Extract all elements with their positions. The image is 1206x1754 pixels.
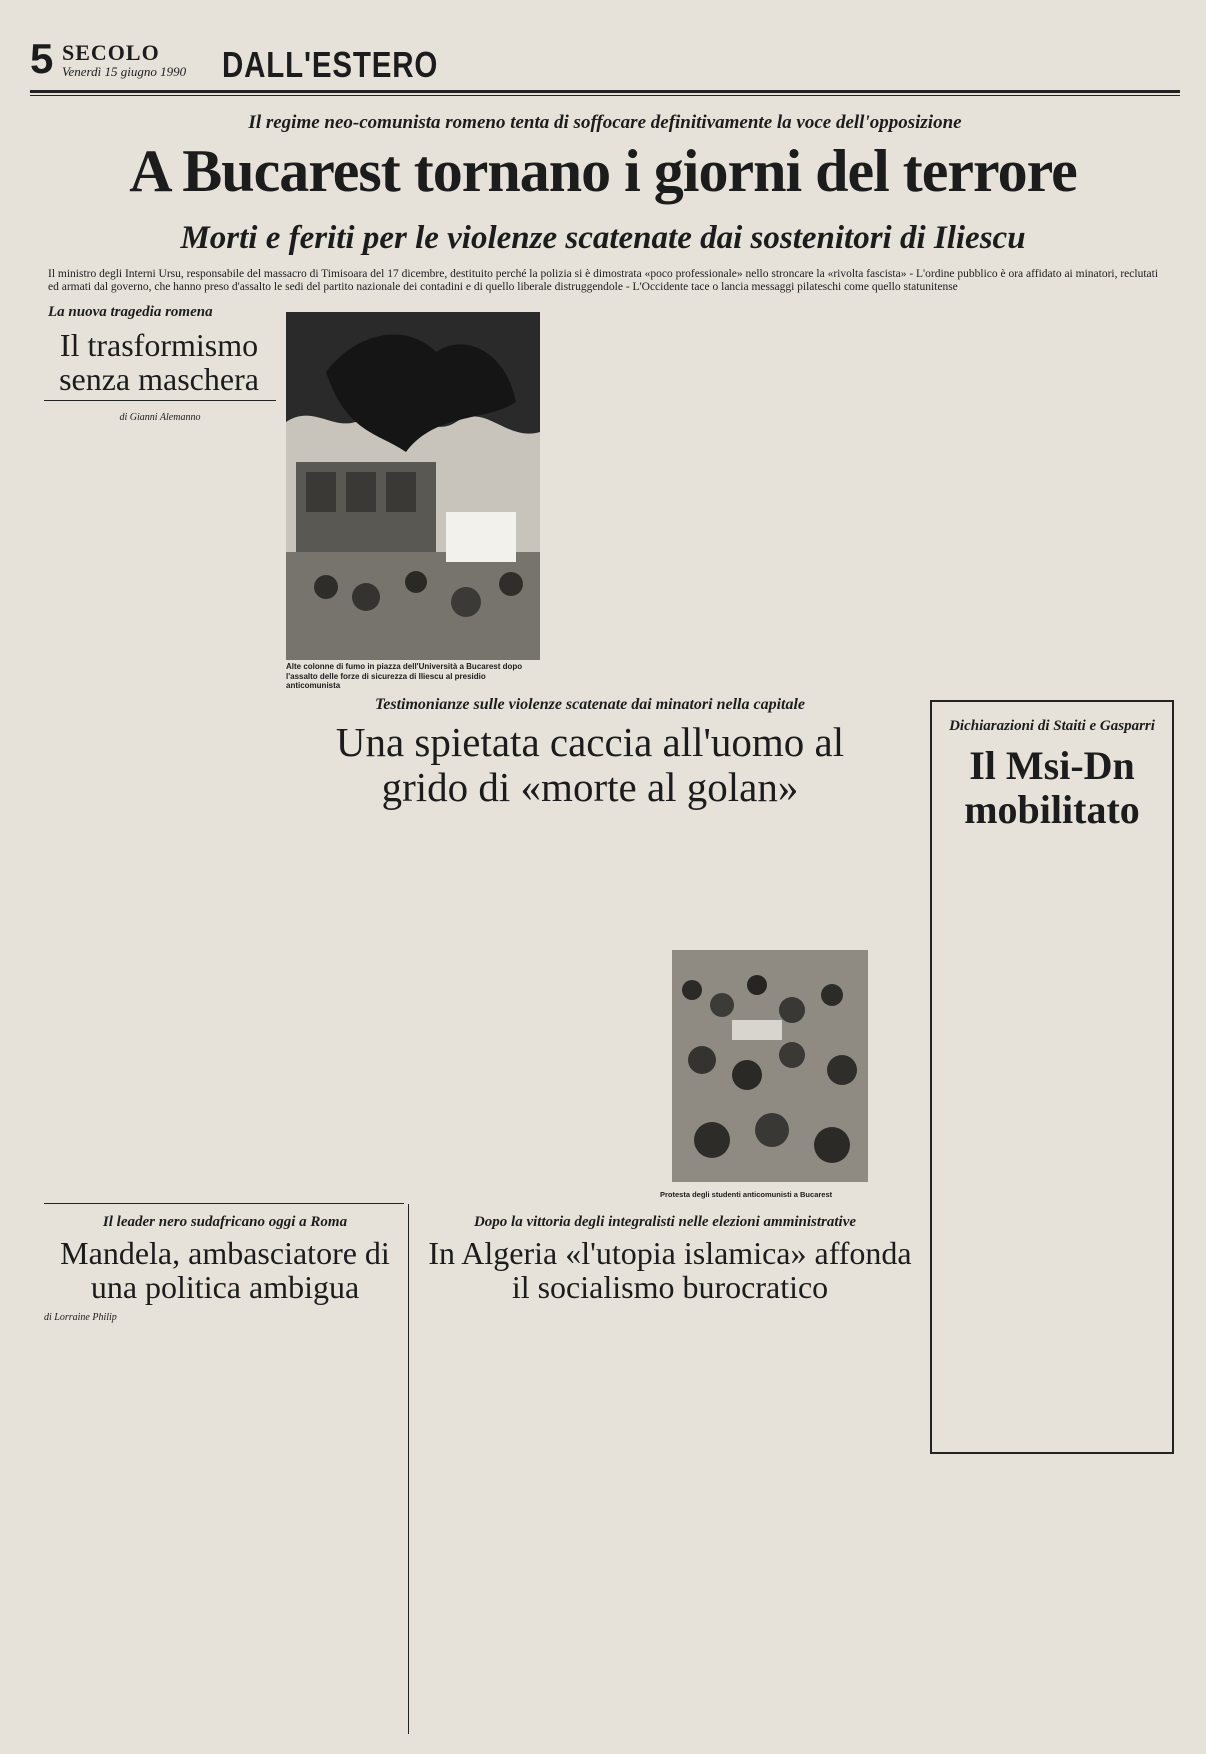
fire-smoke-image — [286, 312, 540, 660]
masthead-rule — [30, 90, 1180, 93]
issue-date: Venerdì 15 giugno 1990 — [62, 64, 187, 79]
algeria-column-5 — [848, 1306, 924, 1735]
manhunt-kicker: Testimonianze sulle violenze scatenate dai minatori nella capitale — [374, 696, 806, 713]
editorial-byline: di Gianni Alemanno — [119, 412, 201, 423]
msi-kicker: Dichiarazioni di Staiti e Gasparri — [949, 718, 1155, 734]
mandela-kicker: Il leader nero sudafricano oggi a Roma — [102, 1214, 348, 1230]
fire-smoke-photo — [286, 312, 540, 660]
algeria-column-2 — [524, 1306, 624, 1735]
lead-column-6 — [1088, 312, 1170, 674]
lead-kicker: Il regime neo-comunista romeno tenta di soffocare definitivamente la voce dell'opposizione — [248, 112, 962, 133]
section-title: DALL'ESTERO — [222, 44, 439, 85]
lead-summary: Il ministro degli Interni Ursu, responsabile del massacro di Timisoara del 17 dicembre, destituito perché la polizia si è dimostrata «poco professionale» nello stroncare la «rivolta fascista» - L'ordine pubblico è ora affidato ai minatori, reclutati ed armati dal governo, che hanno preso d'assalto le sedi del partito nazionale dei contadini e di quello liberale distruggendole - L'Occidente tace o lancia messaggi pilateschi come quello statunitense — [48, 268, 1159, 293]
algeria-column-4 — [740, 1306, 840, 1735]
manhunt-column-2 — [396, 818, 496, 1190]
algeria-headline: In Algeria «l'utopia islamica» affonda il socialismo burocratico — [428, 1235, 912, 1305]
lead-column-4 — [888, 312, 992, 674]
msi-headline: Il Msi-Dn mobilitato — [964, 743, 1140, 832]
masthead-rule-thin — [30, 95, 1180, 96]
editorial-headline: Il trasformismo senza maschera — [59, 327, 259, 397]
lead-column-5 — [1000, 312, 1080, 674]
mandela-byline: di Lorraine Philip — [44, 1312, 117, 1323]
mandela-headline: Mandela, ambasciatore di una politica ambigua — [60, 1235, 390, 1305]
editorial-column-1 — [56, 440, 156, 877]
lead-column-2 — [664, 312, 768, 674]
lead-subheadline: Morti e feriti per le violenze scatenate dai sostenitori di Iliescu — [180, 220, 1026, 256]
paper-name: SECOLO — [62, 40, 160, 65]
protest-crowd-image — [672, 950, 868, 1182]
mandela-column-3 — [280, 1310, 400, 1735]
manhunt-column-3 — [504, 818, 604, 1190]
mandela-column-1 — [44, 1330, 144, 1735]
manhunt-headline: Una spietata caccia all'uomo al grido di «morte al golan» — [335, 719, 845, 810]
algeria-kicker: Dopo la vittoria degli integralisti nelle elezioni amministrative — [473, 1214, 857, 1230]
msi-column-2 — [1054, 842, 1160, 1440]
protest-photo — [672, 950, 868, 1182]
page-number: 5 — [30, 35, 54, 82]
manhunt-column-1 — [292, 818, 388, 1190]
algeria-column-1 — [416, 1306, 516, 1735]
editorial-kicker: La nuova tragedia romena — [48, 304, 213, 320]
algeria-column-3 — [632, 1306, 732, 1735]
photo2-caption: Protesta degli studenti anticomunisti a Bucarest — [660, 1190, 833, 1199]
lead-column-3 — [776, 312, 880, 674]
photo1-caption: Alte colonne di fumo in piazza dell'Università a Bucarest dopo l'assalto delle forze di sicurezza di Iliescu al presidio anticomunista — [286, 662, 523, 690]
lead-headline: A Bucarest tornano i giorni del terrore — [129, 138, 1077, 204]
msi-column-1 — [946, 842, 1046, 1440]
lead-column-1 — [552, 312, 656, 674]
editorial-column-2 — [164, 440, 272, 877]
mandela-column-2 — [152, 1310, 272, 1735]
